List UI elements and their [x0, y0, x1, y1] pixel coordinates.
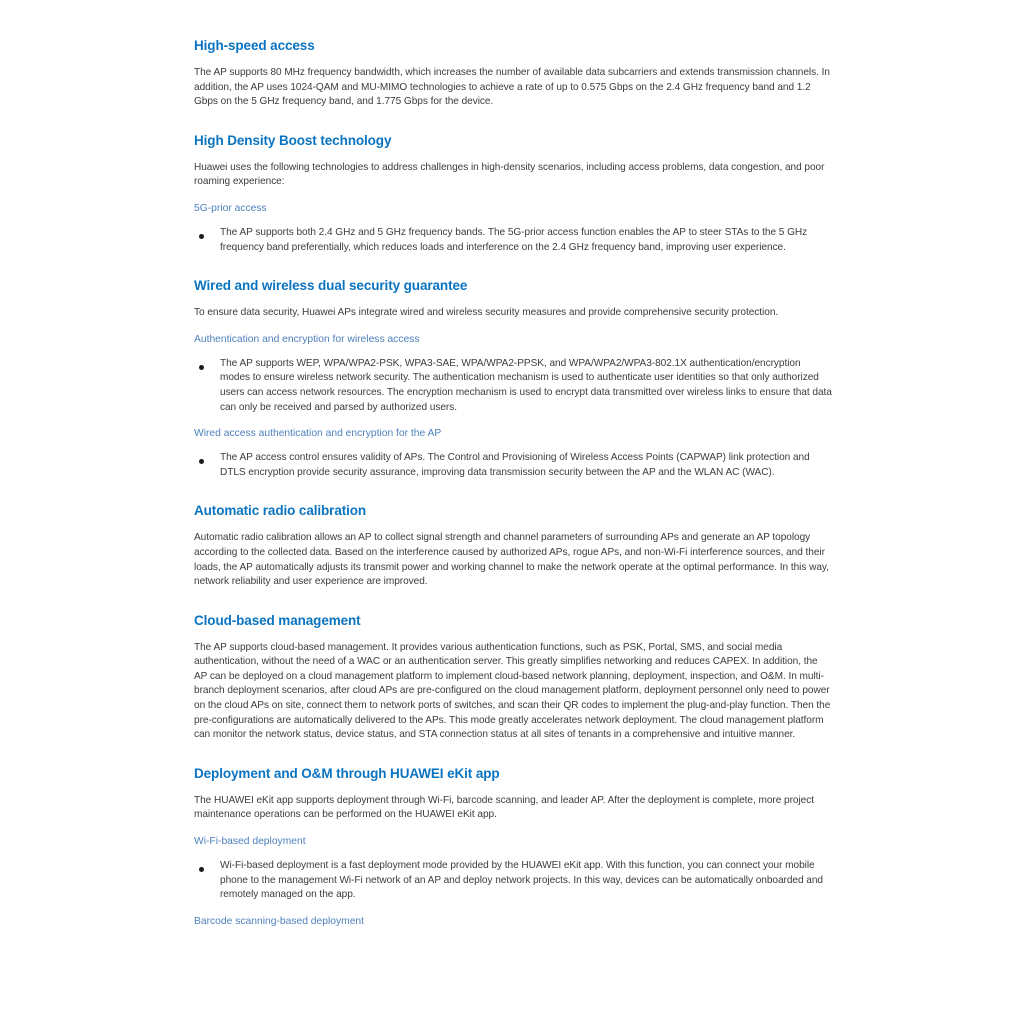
bullet-text: The AP access control ensures validity of APs. The Control and Provisioning of Wireless Access Points (CAPWAP) link protection and DTLS encryption provide security assurance, improving data transmission security between the AP and the WLAN AC (WAC).	[220, 452, 810, 478]
paragraph: Automatic radio calibration allows an AP to collect signal strength and channel parameters of surrounding APs and generate an AP topology according to the collected data. Based on the interference caused by authorized APs, rogue APs, and non-Wi-Fi interference sources, and their loads, the AP automatically adjusts its transmit power and working channel to make the network operate at the optimal performance. In this way, network reliability and user experience are improved.	[194, 532, 829, 588]
section-heading: Deployment and O&M through HUAWEI eKit app	[194, 765, 500, 781]
paragraph: The AP supports cloud-based management. It provides various authentication functions, such as PSK, Portal, SMS, and social media authentication, without the need of a WAC or an authentication server. This greatly simplifies networking and reduces CAPEX. In addition, the AP can be deployed on a cloud management platform to implement cloud-based network planning, deployment, inspection, and O&M. In multi-branch deployment scenarios, after cloud APs are pre-configured on the cloud management platform, deployment personnel only need to power on the cloud APs on site, connect them to network ports of switches, and scan their QR codes to implement the plug-and-play function. Then the pre-configurations are automatically delivered to the APs. This mode greatly accelerates network deployment. The cloud management platform can monitor the network status, device status, and STA connection status at all sites of tenants in a comprehensive and intuitive manner.	[194, 641, 831, 741]
bullet-marker	[194, 357, 220, 415]
paragraph: The AP supports 80 MHz frequency bandwidth, which increases the number of available data subcarriers and extends transmission channels. In addition, the AP uses 1024-QAM and MU-MIMO technologies to achieve a rate of up to 0.575 Gbps on the 2.4 GHz frequency band and 1.2 Gbps on the 5 GHz frequency band, and 1.775 Gbps for the device.	[194, 67, 830, 108]
section-cloud-based-management	[194, 612, 832, 743]
bullet-item	[194, 451, 832, 480]
section-heading: Automatic radio calibration	[194, 503, 367, 519]
section-deployment-ekit	[194, 765, 832, 928]
bullet-text: Wi-Fi-based deployment is a fast deployment mode provided by the HUAWEI eKit app. With this function, you can connect your mobile phone to the management Wi-Fi network of an AP and deploy network projects. In this way, devices can be automatically onboarded and remotely managed on the app.	[220, 860, 823, 901]
section-heading: Cloud-based management	[194, 612, 361, 628]
section-automatic-radio-calibration	[194, 502, 832, 589]
paragraph: To ensure data security, Huawei APs integrate wired and wireless security measures and provide comprehensive security protection.	[194, 307, 779, 319]
paragraph: The HUAWEI eKit app supports deployment through Wi-Fi, barcode scanning, and leader AP. After the deployment is complete, more project maintenance operations can be performed on the HUAWEI eKit app.	[194, 794, 814, 821]
section-dual-security	[194, 277, 832, 480]
document-page	[194, 0, 832, 939]
bullet-item	[194, 859, 832, 903]
section-high-density-boost	[194, 132, 832, 255]
section-heading: Wired and wireless dual security guarantee	[194, 278, 468, 294]
subsection-heading: Authentication and encryption for wireless access	[194, 333, 420, 345]
bullet-icon	[199, 234, 204, 239]
bullet-text: The AP supports both 2.4 GHz and 5 GHz frequency bands. The 5G-prior access function enables the AP to steer STAs to the 5 GHz frequency band preferentially, which reduces loads and interference on the 2.4 GHz frequency band, improving user experience.	[220, 226, 808, 253]
bullet-text: The AP supports WEP, WPA/WPA2-PSK, WPA3-SAE, WPA/WPA2-PPSK, and WPA/WPA2/WPA3-802.1X authentication/encryption modes to ensure wireless network security. The authentication mechanism is used to authenticate user identities so that only authorized users can access network resources. The encryption mechanism is used to encrypt data transmitted over wireless links to ensure that data can only be received and parsed by authorized users.	[220, 357, 832, 413]
bullet-icon	[199, 365, 204, 370]
bullet-marker	[194, 859, 220, 903]
subsection-heading: Wi-Fi-based deployment	[194, 836, 306, 848]
bullet-marker	[194, 226, 220, 255]
section-heading: High Density Boost technology	[194, 132, 392, 148]
bullet-icon	[199, 459, 204, 464]
section-heading: High-speed access	[194, 38, 315, 53]
subsection-heading: Barcode scanning-based deployment	[194, 915, 365, 927]
paragraph: Huawei uses the following technologies to address challenges in high-density scenarios, including access problems, data congestion, and poor roaming experience:	[194, 161, 825, 188]
section-high-speed-access	[194, 37, 832, 110]
bullet-marker	[194, 451, 220, 480]
bullet-item	[194, 226, 832, 255]
bullet-item	[194, 357, 832, 415]
bullet-icon	[199, 867, 204, 872]
subsection-heading: 5G-prior access	[194, 202, 267, 214]
subsection-heading: Wired access authentication and encryption for the AP	[194, 428, 442, 440]
